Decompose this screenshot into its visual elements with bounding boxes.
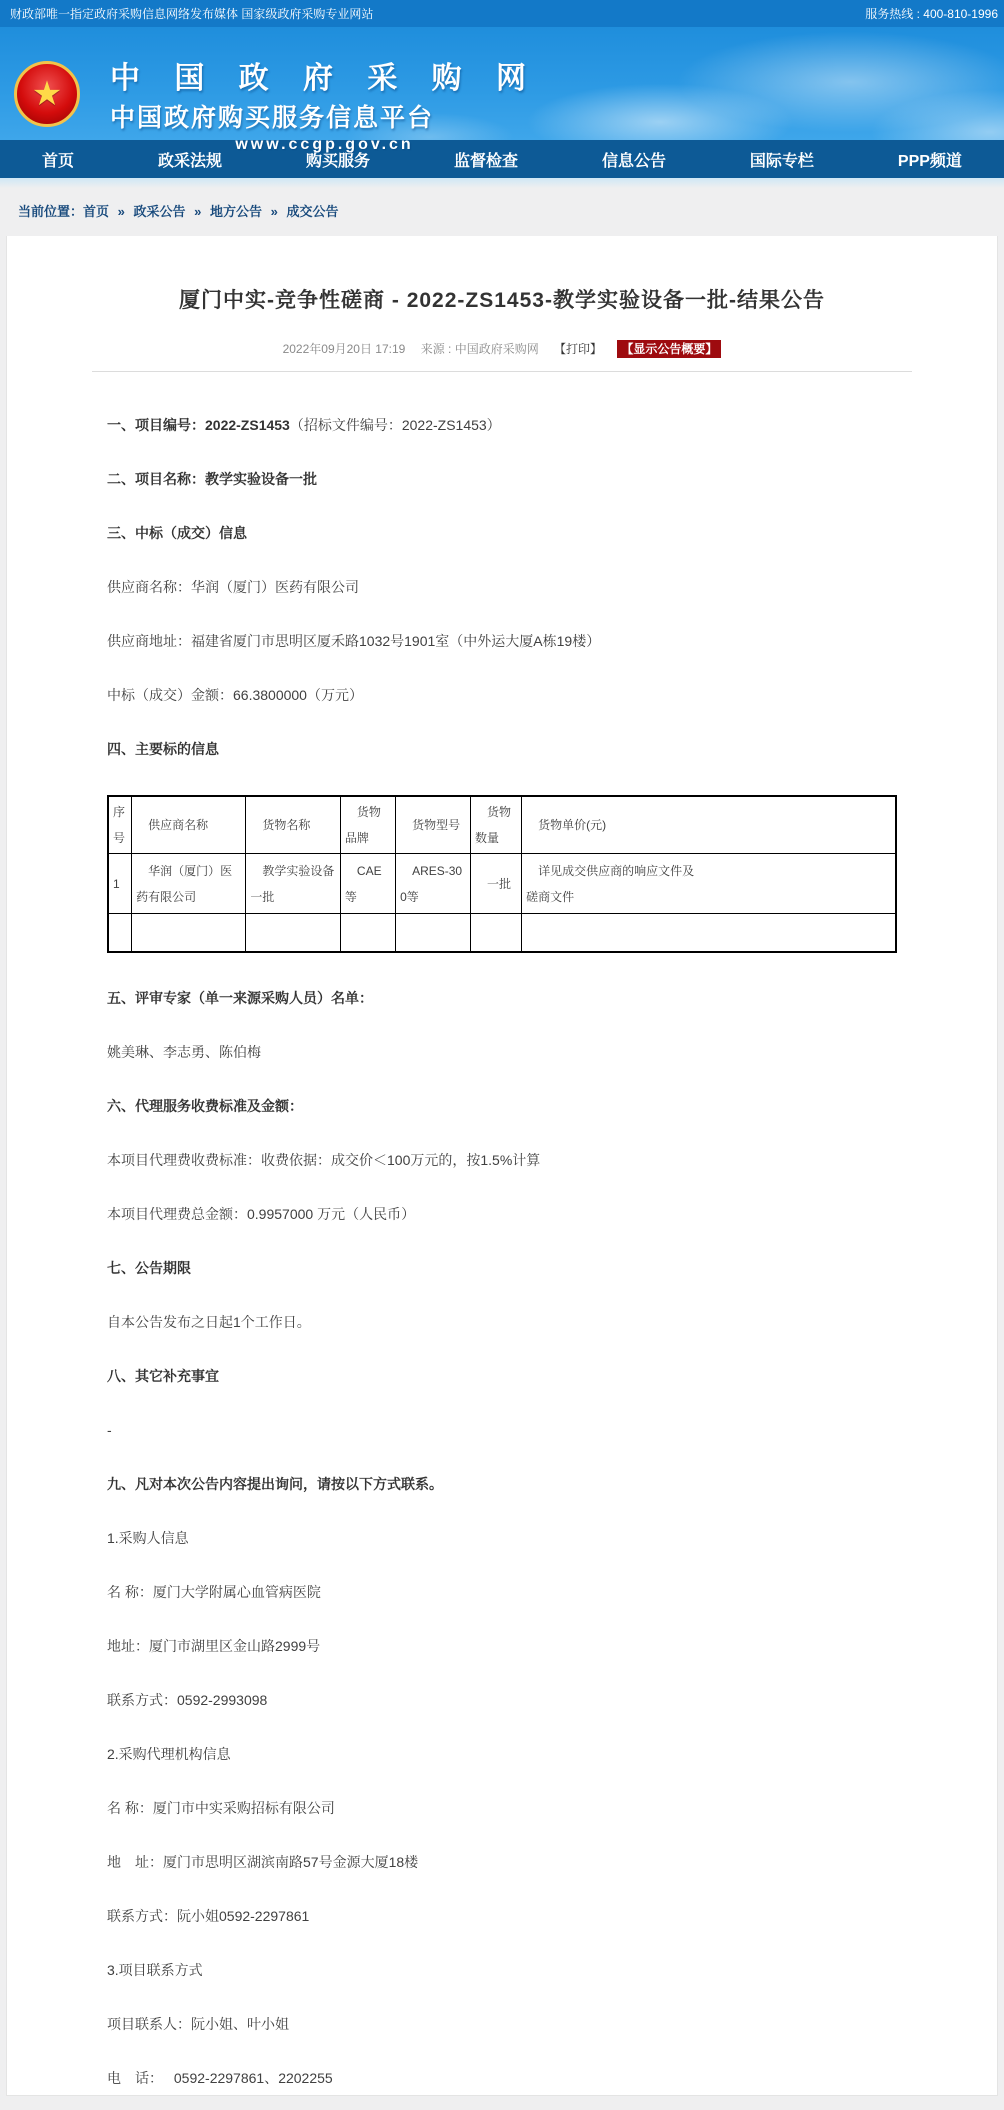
section-heading-award-info: 三、中标（成交）信息 — [107, 525, 247, 541]
publish-datetime: 2022年09月20日 17:19 — [282, 342, 406, 356]
para-award-amount: 中标（成交）金额：66.3800000（万元） — [107, 687, 363, 703]
para-agent-contact: 联系方式：阮小姐0592-2297861 — [107, 1907, 310, 1924]
bid-doc-number: （招标文件编号：2022-ZS1453） — [289, 417, 501, 433]
nav-item-purchase-services[interactable]: 购买服务 — [305, 152, 370, 170]
goods-table-cell-empty — [108, 914, 132, 952]
para-supplementary-dash: - — [107, 1421, 112, 1438]
para-agent-head: 2.采购代理机构信息 — [107, 1745, 231, 1762]
goods-table-header-row — [108, 796, 896, 854]
breadcrumb-link-home[interactable]: 首页 — [83, 204, 110, 219]
section-heading-contact: 九、凡对本次公告内容提出询问，请按以下方式联系。 — [107, 1475, 443, 1492]
goods-table-cell-model: ARES-300等 — [396, 854, 471, 914]
goods-table-empty-row — [108, 914, 896, 952]
service-hotline: 服务热线 : 400-810-1996 — [865, 7, 998, 21]
emblem-star-icon: ★ — [31, 75, 63, 113]
goods-table-data-row — [108, 854, 896, 914]
goods-table-header-brand: 货物品牌 — [340, 796, 395, 854]
breadcrumb — [0, 188, 1004, 236]
para-supplier-address: 供应商地址：福建省厦门市思明区厦禾路1032号1901室（中外运大厦A栋19楼） — [107, 633, 601, 649]
national-emblem-icon — [14, 61, 80, 127]
nav-item-regulations[interactable]: 政采法规 — [157, 152, 222, 170]
article-meta — [92, 340, 912, 372]
goods-table-cell-goods-name: 教学实验设备一批 — [246, 854, 341, 914]
para-supplier-name: 供应商名称：华润（厦门）医药有限公司 — [107, 579, 359, 595]
show-summary-button[interactable]: 【显示公告概要】 — [617, 340, 721, 358]
site-header — [0, 27, 1004, 153]
para-period: 自本公告发布之日起1个工作日。 — [107, 1313, 311, 1330]
breadcrumb-link-local[interactable]: 地方公告 — [210, 204, 263, 219]
goods-table-cell-empty — [246, 914, 341, 952]
section-heading-supplementary: 八、其它补充事宜 — [107, 1367, 219, 1384]
para-buyer-name: 名 称：厦门大学附属心血管病医院 — [107, 1583, 321, 1600]
goods-table-cell-empty — [470, 914, 521, 952]
site-logo-text — [110, 53, 539, 154]
project-number-bold: 一、项目编号：2022-ZS1453 — [107, 417, 290, 433]
para-buyer-address: 地址：厦门市湖里区金山路2999号 — [107, 1637, 321, 1654]
goods-table — [107, 795, 897, 953]
page-title: 厦门中实-竞争性磋商 - 2022-ZS1453-教学实验设备一批-结果公告 — [179, 289, 825, 312]
para-fee-standard: 本项目代理费收费标准：收费依据：成交价＜100万元的，按1.5%计算 — [107, 1151, 541, 1168]
goods-table-cell-seq: 1 — [108, 854, 132, 914]
breadcrumb-label: 当前位置： — [18, 204, 84, 219]
goods-table-header-seq: 序号 — [108, 796, 132, 854]
goods-table-cell-unit-price — [522, 854, 896, 914]
goods-table-header-goods-name: 货物名称 — [246, 796, 341, 854]
goods-table-header-supplier: 供应商名称 — [132, 796, 246, 854]
site-title: 中 国 政 府 采 购 网 — [110, 62, 540, 95]
article-head — [7, 236, 997, 372]
goods-table-header-quantity: 货物数量 — [470, 796, 521, 854]
section-heading-experts: 五、评审专家（单一来源采购人员）名单： — [107, 989, 373, 1006]
print-button[interactable]: 【打印】 — [554, 342, 603, 356]
nav-item-international[interactable]: 国际专栏 — [749, 152, 814, 170]
section-heading-main-subject: 四、主要标的信息 — [107, 741, 219, 757]
para-agent-address: 地 址：厦门市思明区湖滨南路57号金源大厦18楼 — [107, 1853, 419, 1870]
goods-table-header-model: 货物型号 — [396, 796, 471, 854]
topbar — [0, 0, 1004, 27]
breadcrumb-link-deal-result[interactable]: 成交公告 — [286, 204, 339, 219]
site-url: www.ccgp.gov.cn — [235, 136, 414, 153]
goods-table-header-unit-price: 货物单价(元) — [522, 796, 896, 854]
para-fee-total: 本项目代理费总金额：0.9957000 万元（人民币） — [107, 1205, 416, 1222]
nav-item-announcements[interactable]: 信息公告 — [601, 152, 666, 170]
para-experts: 姚美琳、李志勇、陈伯梅 — [107, 1043, 261, 1060]
topbar-slogan: 财政部唯一指定政府采购信息网络发布媒体 国家级政府采购专业网站 — [10, 7, 374, 21]
source-label: 来源 : 中国政府采购网 — [420, 342, 539, 356]
section-heading-agency-fee: 六、代理服务收费标准及金额： — [107, 1097, 303, 1114]
goods-table-cell-unit-price-text: 详见成交供应商的响应文件及磋商文件 — [526, 863, 695, 904]
breadcrumb-separator: » — [117, 204, 125, 219]
nav-item-supervision[interactable]: 监督检查 — [453, 152, 518, 170]
goods-table-cell-brand: CAE等 — [340, 854, 395, 914]
nav-item-ppp[interactable]: PPP频道 — [897, 152, 962, 170]
goods-table-cell-empty — [396, 914, 471, 952]
breadcrumb-separator: » — [270, 204, 278, 219]
content-panel — [6, 236, 998, 2096]
nav-item-home[interactable]: 首页 — [42, 152, 75, 170]
para-agent-name: 名 称：厦门市中实采购招标有限公司 — [107, 1799, 335, 1816]
para-project-contact: 项目联系人：阮小姐、叶小姐 — [107, 2015, 289, 2032]
section-heading-project-number — [107, 417, 897, 434]
para-project-head: 3.项目联系方式 — [107, 1961, 203, 1978]
site-subtitle: 中国政府购买服务信息平台 — [110, 104, 435, 132]
goods-table-cell-empty — [132, 914, 246, 952]
nav-gradient-strip — [0, 178, 1004, 188]
section-heading-announcement-period: 七、公告期限 — [107, 1259, 191, 1276]
breadcrumb-link-announcements[interactable]: 政采公告 — [133, 204, 186, 219]
breadcrumb-separator: » — [194, 204, 202, 219]
article-body — [107, 372, 897, 2087]
goods-table-cell-quantity: 一批 — [470, 854, 521, 914]
para-project-phone: 电 话： 0592-2297861、2202255 — [107, 2069, 333, 2086]
goods-table-cell-empty — [340, 914, 395, 952]
goods-table-cell-empty — [522, 914, 896, 952]
section-heading-project-name: 二、项目名称：教学实验设备一批 — [107, 471, 317, 487]
para-buyer-head: 1.采购人信息 — [107, 1529, 189, 1546]
para-buyer-contact: 联系方式：0592-2993098 — [107, 1691, 268, 1708]
goods-table-cell-supplier: 华润（厦门）医药有限公司 — [132, 854, 246, 914]
